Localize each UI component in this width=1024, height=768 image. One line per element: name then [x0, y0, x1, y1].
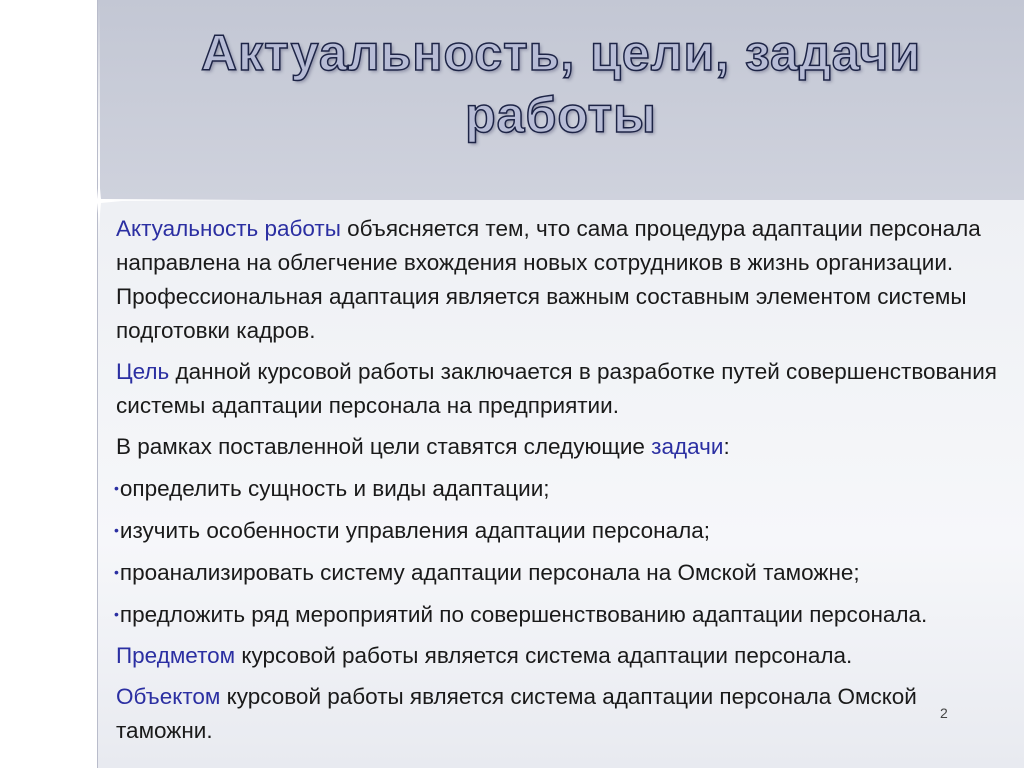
- bullet-text: определить сущность и виды адаптации;: [119, 476, 550, 501]
- tasks-highlight: задачи: [651, 434, 724, 459]
- title-line-2: работы: [465, 87, 657, 143]
- relevance-highlight: Актуальность работы: [116, 216, 341, 241]
- paragraph-subject: [116, 639, 1016, 673]
- goal-text: данной курсовой работы заключается в разработке путей совершенствования системы адаптации персонала на предприятии.: [116, 359, 997, 418]
- bullet-icon: •: [114, 564, 119, 580]
- list-item: [114, 513, 1016, 548]
- slide-title: [98, 22, 1024, 146]
- paragraph-tasks-intro: [116, 430, 1016, 464]
- paragraph-relevance: [116, 212, 1016, 348]
- object-text: курсовой работы является система адаптации персонала Омской таможни.: [116, 684, 917, 743]
- list-item: [114, 471, 1016, 506]
- paragraph-goal: [116, 355, 1016, 423]
- title-line-1: Актуальность, цели, задачи: [200, 25, 922, 81]
- bullet-text: изучить особенности управления адаптации персонала;: [119, 518, 710, 543]
- bullet-icon: •: [114, 522, 119, 538]
- object-highlight: Объектом: [116, 684, 221, 709]
- list-item: [114, 597, 1016, 632]
- bullet-icon: •: [114, 606, 119, 622]
- goal-highlight: Цель: [116, 359, 170, 384]
- slide-body: [116, 212, 1016, 755]
- sparkle-horizontal-line: [0, 199, 260, 201]
- bullet-text: предложить ряд мероприятий по совершенствованию адаптации персонала.: [119, 602, 928, 627]
- bullet-icon: •: [114, 480, 119, 496]
- subject-text: курсовой работы является система адаптации персонала.: [235, 643, 853, 668]
- subject-highlight: Предметом: [116, 643, 236, 668]
- left-band: [0, 0, 98, 768]
- list-item: [114, 555, 1016, 590]
- tasks-colon: :: [723, 434, 730, 459]
- relevance-text: объясняется тем, что сама процедура адаптации персонала направлена на облегчение вхождения новых сотрудников в жизнь организации. Профессиональная адаптация является важным составным элементом системы подготовки кадров.: [116, 216, 981, 343]
- page-number: 2: [940, 705, 948, 721]
- paragraph-object: [116, 680, 1016, 748]
- tasks-intro-text: В рамках поставленной цели ставятся следующие: [116, 434, 652, 459]
- bullet-text: проанализировать систему адаптации персонала на Омской таможне;: [119, 560, 860, 585]
